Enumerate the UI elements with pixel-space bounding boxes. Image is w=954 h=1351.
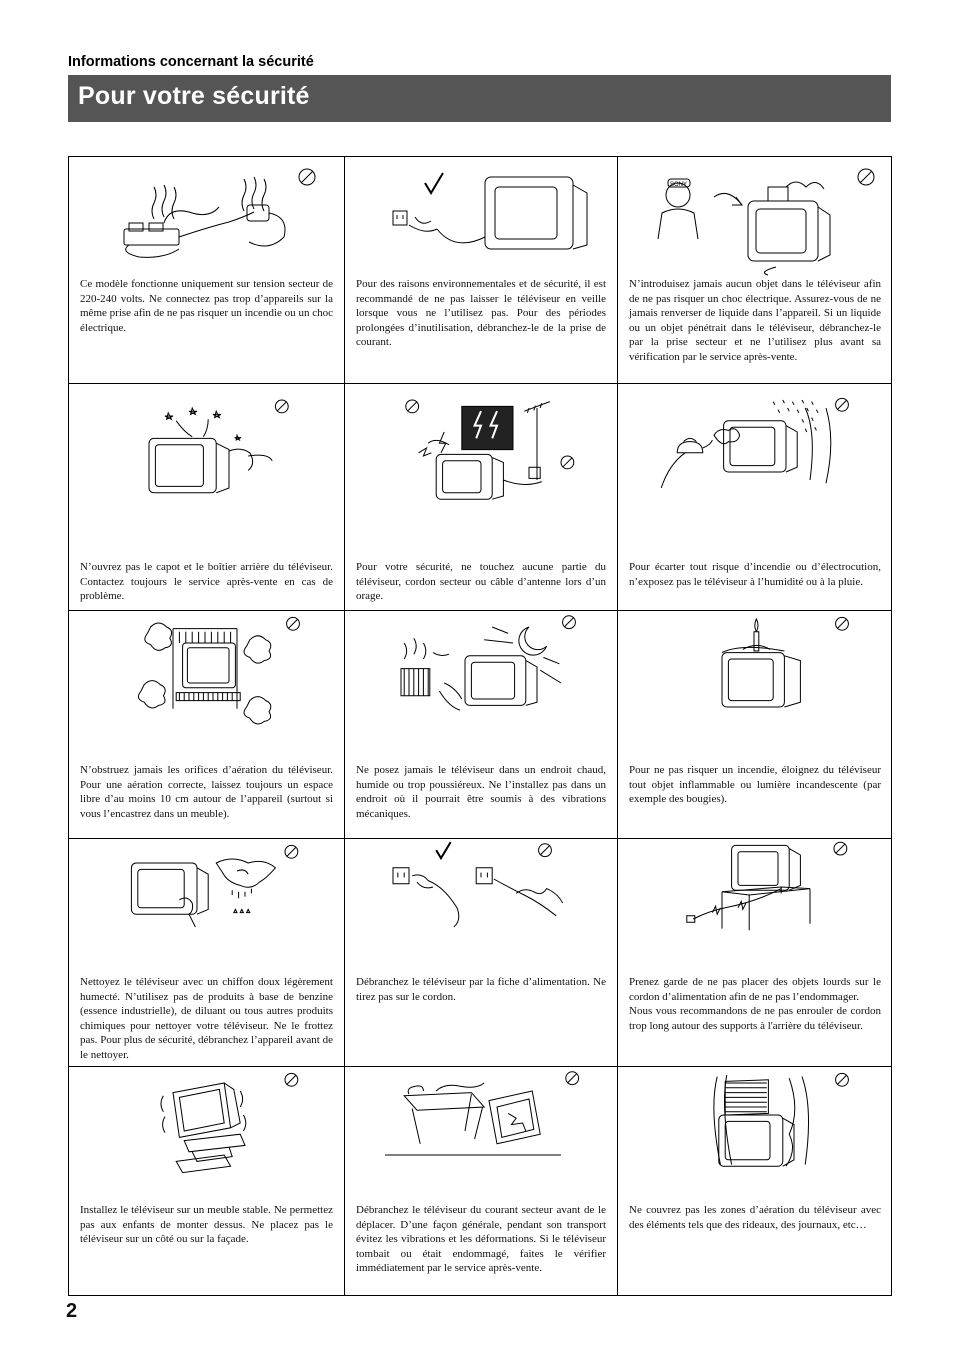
prohibited-icon [858,169,874,185]
prohibited-icon [539,844,552,857]
prohibited-icon [563,616,576,629]
safety-text: Pour écarter tout risque d’incendie ou d’électrocution, n’exposez pas le téléviseur à l’humidité ou à la pluie. [629,561,881,588]
safety-cell-voltage [69,157,344,383]
unstable-tv-illustration [69,1067,341,1187]
prohibited-icon [566,1072,579,1085]
cord-under-stand-illustration [618,839,890,959]
safety-cell-ventilation [69,611,344,838]
safety-cell-unplug [345,839,617,1066]
safety-text: N’introduisez jamais aucun objet dans le téléviseur afin de ne pas risquer un choc électrique. Assurez-vous de ne jamais renverser de liquide dans l’appareil. Si un liquide ou un objet pénétrait dans le téléviseur, débranchez-le par la prise secteur et ne l’utilisez plus avant sa vérification par le service après-vente. [629,278,881,363]
safety-text: Nettoyez le téléviseur avec un chiffon doux légèrement humecté. N’utilisez pas de produits à base de benzine (essence industrielle), de diluant ou tous autres produits chimiques pour nettoyer votre téléviseur. Ne le frottez pas. Pour plus de sécurité, débranchez l’appareil avant de le nettoyer. [80,976,333,1061]
page-title: Pour votre sécurité [78,82,310,110]
sony-logo: SONY [670,182,688,188]
safety-cell-moving [345,1067,617,1297]
prohibited-icon [836,617,849,630]
prohibited-icon [285,845,298,858]
safety-text: Ce modèle fonctionne uniquement sur tension secteur de 220-240 volts. Ne connectez pas trop d’appareils sur la même prise afin de ne pas risquer un incendie ou un choc électrique. [80,278,333,334]
page-number: 2 [66,1300,78,1322]
safety-text: Installez le téléviseur sur un meuble stable. Ne permettez pas aux enfants de monter dessus. Ne placez pas le téléviseur sur un côté ou sur la façade. [80,1204,333,1246]
checkmark-icon [425,173,443,193]
safety-text: Débranchez le téléviseur par la fiche d’alimentation. Ne tirez pas sur le cordon. [356,976,606,1003]
safety-text: Pour votre sécurité, ne touchez aucune partie du téléviseur, cordon secteur ou câble d’antenne lors d’un orage. [356,561,606,603]
prohibited-icon [561,456,574,469]
prohibited-icon [836,1073,849,1086]
falling-tv-illustration [345,1067,617,1187]
ventilation-illustration [69,611,341,731]
safety-text: Ne couvrez pas les zones d’aération du téléviseur avec des éléments tels que des rideaux, des journaux, etc… [629,1204,881,1231]
safety-cell-humidity [618,384,892,610]
safety-cell-storm [345,384,617,610]
prohibited-icon [299,169,315,185]
power-strip-illustration [69,157,341,277]
safety-text: N’ouvrez pas le capot et le boîtier arrière du téléviseur. Contactez toujours le service après-vente en cas de problème. [80,561,333,603]
safety-grid [68,156,892,1296]
checkmark-icon [436,842,450,858]
safety-cell-objects-inside [618,157,892,383]
safety-cell-cleaning [69,839,344,1066]
rain-kettle-illustration [618,384,890,504]
safety-cell-candle [618,611,892,838]
safety-text: Ne posez jamais le téléviseur dans un endroit chaud, humide ou trop poussiéreux. Ne l’installez pas dans un endroit où il pourrait être soumis à des vibrations mécaniques. [356,764,606,820]
prohibited-icon [834,842,847,855]
cleaning-illustration [69,839,341,959]
safety-cell-standby [345,157,617,383]
covered-tv-illustration [618,1067,890,1187]
safety-text: N’obstruez jamais les orifices d’aération du téléviseur. Pour une aération correcte, laissez toujours un espace libre d’au moins 10 cm autour de l’appareil (surtout si vous l’encastrez dans un meuble). [80,764,333,820]
tv-unplugged-illustration [345,157,617,277]
section-label: Informations concernant la sécurité [68,54,314,70]
safety-cell-cord [618,839,892,1066]
prohibited-icon [285,1073,298,1086]
safety-cell-open-cover [69,384,344,610]
safety-text: Pour des raisons environnementales et de sécurité, il est recommandé de ne pas laisser le téléviseur en veille lorsque vous ne l’utilisez pas. Pour des périodes prolongées d’inutilisation, débranchez-le de la prise de courant. [356,278,606,349]
safety-cell-stable [69,1067,344,1297]
prohibited-icon [836,398,849,411]
prohibited-icon [275,400,288,413]
unplug-illustration [345,839,617,959]
safety-text: Débranchez le téléviseur du courant secteur avant de le déplacer. D’une façon générale, pendant son transport évitez les vibrations et les déformations. Si le téléviseur tombait ou était endommagé, faites le vérifier immédiatement par le service après-vente. [356,1204,606,1275]
opening-tv-illustration [69,384,341,504]
storm-illustration [345,384,617,504]
prohibited-icon [287,617,300,630]
safety-cell-heat [345,611,617,838]
title-banner [68,75,891,122]
heat-sources-illustration [345,611,617,731]
candle-on-tv-illustration [618,611,890,731]
prohibited-icon [406,400,419,413]
safety-cell-cover [618,1067,892,1297]
safety-text: Pour ne pas risquer un incendie, éloignez du téléviseur tout objet inflammable ou lumière incandescente (par exemple des bougies). [629,764,881,806]
liquid-on-tv-illustration [618,157,890,277]
safety-text: Prenez garde de ne pas placer des objets lourds sur le cordon d’alimentation afin de ne pas l’endommager. Nous vous recommandons de ne pas enrouler de cordon trop long autour des supports à l'arrière du téléviseur. [629,976,881,1032]
